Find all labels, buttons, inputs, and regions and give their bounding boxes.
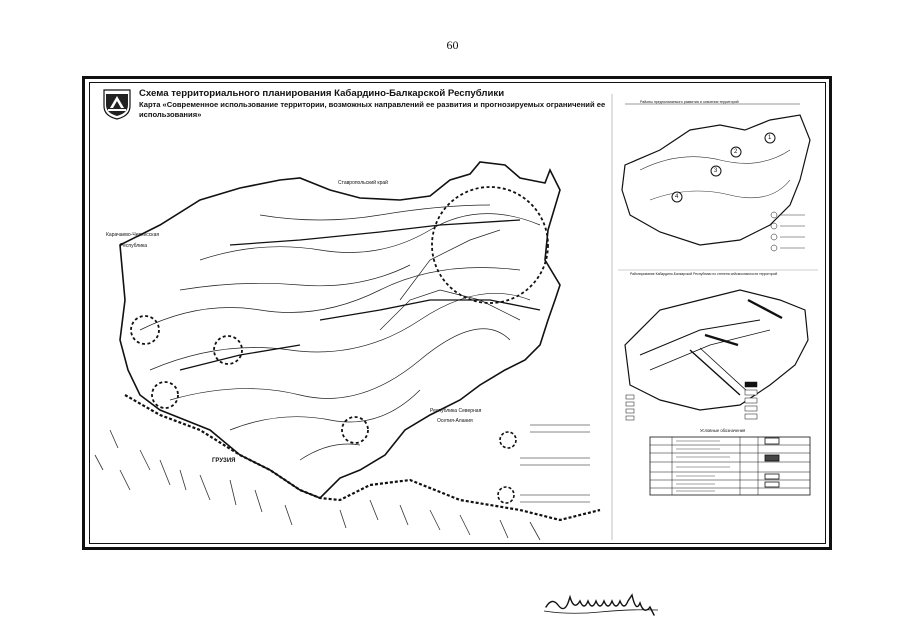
page-number: 60: [446, 38, 459, 52]
inset-top-map: [622, 104, 810, 251]
inset-seismic-title: Районирование Кабардино-Балкарской Республики по степени сейсмоопасности территорий: [630, 272, 778, 276]
label-georgia: ГРУЗИЯ: [212, 458, 236, 464]
inset-top-title: Районы предполагаемого развития и освоения территорий: [640, 100, 739, 104]
legend-table: [650, 437, 810, 495]
inset-marker-3: 3: [714, 168, 718, 174]
map-title: Схема территориального планирования Кабардино-Балкарской Республики: [139, 88, 505, 99]
label-karachaevo-1: Карачаево-Черкесская: [106, 232, 160, 238]
label-karachaevo-2: Республика: [120, 243, 148, 249]
mountain-hatching: [95, 430, 540, 540]
inset-marker-4: 4: [675, 194, 679, 200]
label-osetia-1: Республика Северная: [430, 408, 482, 414]
river-network: [140, 205, 540, 460]
road-network: [180, 220, 540, 370]
label-stavropol: Ставропольский край: [338, 180, 388, 186]
label-osetia-2: Осетия-Алания: [437, 418, 473, 424]
map-subtitle: Карта «Современное использование территории, возможных направлений ее развития и прогнозируемых ограничений ее использования»: [139, 100, 606, 119]
state-border: [125, 395, 600, 520]
inset-marker-2: 2: [734, 149, 738, 155]
development-zones: [131, 187, 548, 443]
main-legend-symbols: [498, 432, 516, 503]
handwritten-signature: [540, 585, 670, 625]
legend-title: Условные обозначения: [700, 428, 746, 433]
inset-marker-1: 1: [768, 135, 772, 141]
inset-seismic-map: [625, 290, 808, 420]
